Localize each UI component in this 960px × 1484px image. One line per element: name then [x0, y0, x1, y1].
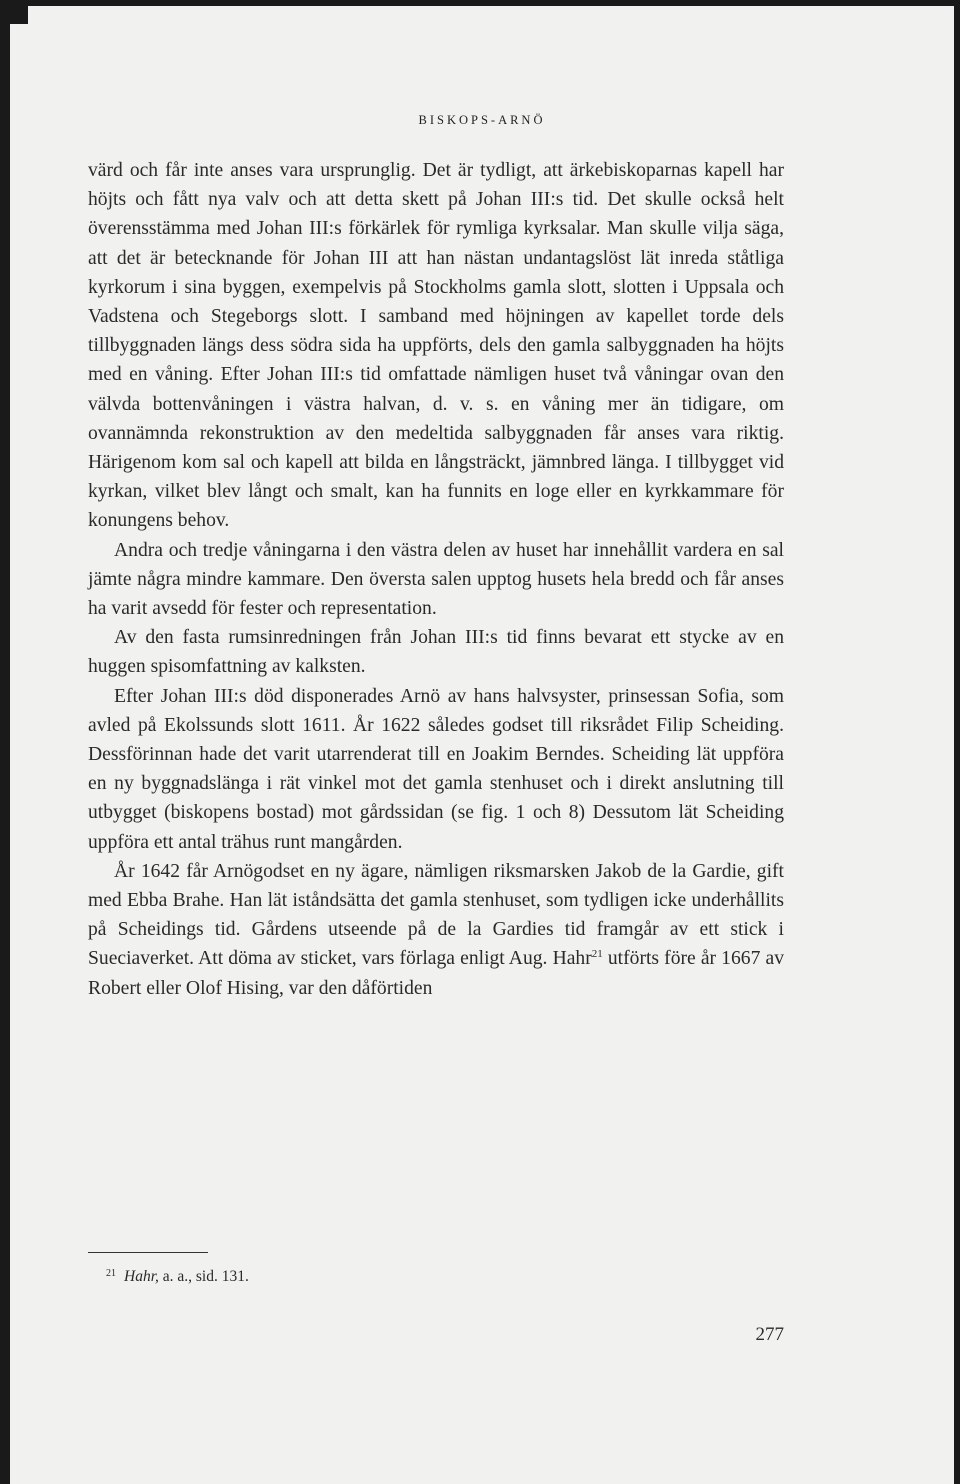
paragraph: Av den fasta rumsinredningen från Johan III:s tid finns bevarat ett stycke av en huggen spisomfattning av kalksten.	[88, 627, 784, 678]
book-page	[10, 6, 954, 1484]
body-text	[88, 156, 784, 1003]
scan-corner-mark	[10, 6, 28, 24]
footnote-number: 21	[106, 1268, 116, 1279]
paragraph-text: utförts före år 1667 av Robert eller Olof Hising, var den dåförtiden	[88, 948, 784, 999]
paragraph-text: År 1642 får Arnögodset en ny ägare, nämligen riksmarsken Jakob de la Gardie, gift med Ebba Brahe. Han lät iståndsätta det gamla stenhuset, som tydligen icke underhållits på Scheidings tid. Gårdens utseende på de la Gardies tid framgår av ett stick i Sueciaverket. Att döma av sticket, vars förlaga enligt Aug. Hahr	[88, 860, 784, 970]
running-head: BISKOPS-ARNÖ	[418, 113, 546, 127]
footnote-author: Hahr,	[124, 1268, 159, 1285]
paragraph-with-footnote-ref	[88, 857, 784, 1003]
paragraph: Andra och tredje våningarna i den västra delen av huset har innehållit vardera en sal jämte några mindre kammare. Den översta salen upptog husets hela bredd och får anses ha varit avsedd för fester och representation.	[88, 539, 784, 620]
paragraph: värd och får inte anses vara ursprunglig. Det är tydligt, att ärkebiskoparnas kapell har höjts och fått nya valv och att detta skett på Johan III:s tid. Det skulle också helt överensstämma med Johan III:s förkärlek för rymliga kyrksalar. Man skulle vilja säga, att det är betecknande för Johan III att han nästan undantagslöst lät inreda ståtliga kyrkorum i sina byggen, exempelvis på Stockholms gamla slott, slotten i Uppsala och Vadstena och Stegeborgs slott. I samband med höjningen av kapellet torde dels tillbyggnaden längs dess södra sida ha uppförts, dels den gamla salbyggnaden ha höjts med en våning. Efter Johan III:s tid omfattade nämligen huset två våningar ovan den välvda bottenvåningen i västra halvan, d. v. s. en våning mer än tidigare, om ovannämnda rekonstruktion av den medeltida salbyggnaden får anses vara riktig. Härigenom kom sal och kapell att bilda en långsträckt, jämnbred länga. I tillbygget vid kyrkan, vilket blev långt och smalt, kan ha funnits en loge eller en kyrkkammare för konungens behov.	[88, 160, 784, 532]
footnote-reference-text: a. a., sid. 131.	[158, 1268, 249, 1285]
footnote	[106, 1268, 249, 1286]
footnote-rule	[88, 1252, 208, 1253]
paragraph: Efter Johan III:s död disponerades Arnö av hans halvsyster, prinsessan Sofia, som avled på Ekolssunds slott 1611. År 1622 således godset till riksrådet Filip Scheiding. Dessförinnan hade det varit utarrenderat till en Joakim Berndes. Scheiding lät uppföra en ny byggnadslänga i rät vinkel mot det gamla stenhuset och i direkt anslutning till utbygget (biskopens bostad) mot gårdssidan (se fig. 1 och 8) Dessutom lät Scheiding uppföra ett antal trähus runt mangården.	[88, 685, 784, 853]
page-number: 277	[755, 1324, 784, 1345]
footnote-reference[interactable]: 21	[591, 948, 603, 961]
